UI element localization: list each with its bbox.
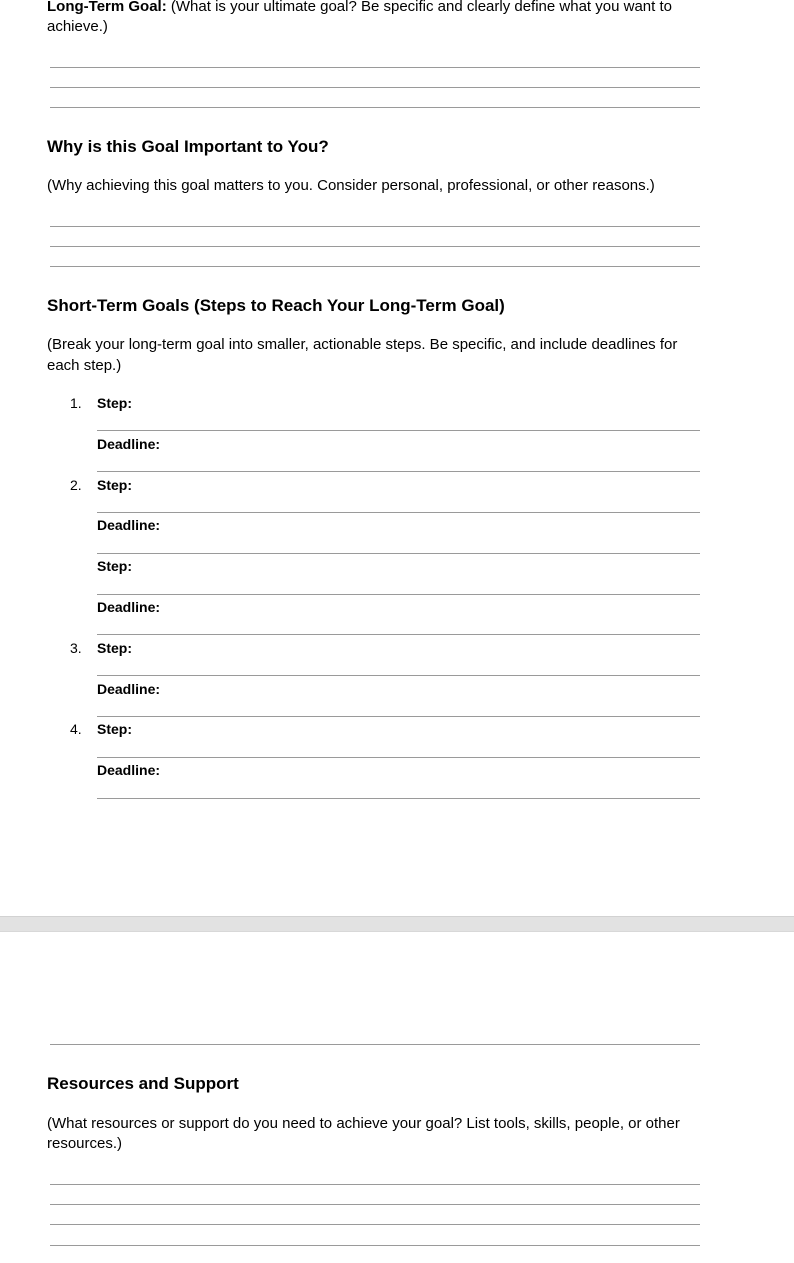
step-label: Step: <box>97 558 132 574</box>
step-number: 4. <box>70 721 82 737</box>
step-number: 3. <box>70 640 82 656</box>
deadline-answer-line[interactable] <box>97 471 700 472</box>
resources-prompt-line2: resources.) <box>47 1135 123 1152</box>
long-term-answer-line-2[interactable] <box>50 87 700 88</box>
importance-answer-line-2[interactable] <box>50 246 700 247</box>
step-label: Step: <box>97 721 132 737</box>
short-term-heading: Short-Term Goals (Steps to Reach Your Long-Term Goal) <box>47 296 505 315</box>
deadline-label: Deadline: <box>97 599 161 615</box>
step-label: Step: <box>97 477 132 493</box>
deadline-answer-line[interactable] <box>97 553 700 554</box>
resources-answer-line-1[interactable] <box>50 1184 700 1185</box>
short-term-prompt-line2: each step.) <box>47 357 122 374</box>
deadline-label: Deadline: <box>97 517 161 533</box>
step-answer-line[interactable] <box>97 594 700 595</box>
continuation-answer-line[interactable] <box>50 1044 700 1045</box>
long-term-goal-prompt-line1: (What is your ultimate goal? Be specific and clearly define what you want to <box>170 0 672 15</box>
step-answer-line[interactable] <box>97 512 700 513</box>
page-break-divider <box>0 916 794 932</box>
long-term-goal-label: Long-Term Goal: <box>47 0 167 15</box>
resources-answer-line-4[interactable] <box>50 1245 700 1246</box>
step-answer-line[interactable] <box>97 675 700 676</box>
resources-answer-line-3[interactable] <box>50 1224 700 1225</box>
long-term-answer-line-3[interactable] <box>50 107 700 108</box>
importance-heading: Why is this Goal Important to You? <box>47 137 329 156</box>
deadline-answer-line[interactable] <box>97 634 700 635</box>
long-term-goal-prompt-line2: achieve.) <box>47 18 108 35</box>
resources-prompt-line1: (What resources or support do you need to achieve your goal? List tools, skills, people, or other <box>47 1115 680 1132</box>
importance-prompt: (Why achieving this goal matters to you. Consider personal, professional, or other reasons.) <box>47 177 655 194</box>
importance-answer-line-1[interactable] <box>50 226 700 227</box>
resources-heading: Resources and Support <box>47 1074 239 1093</box>
step-label: Step: <box>97 395 132 411</box>
step-answer-line[interactable] <box>97 430 700 431</box>
step-number: 2. <box>70 477 82 493</box>
deadline-answer-line[interactable] <box>97 798 700 799</box>
deadline-label: Deadline: <box>97 762 161 778</box>
deadline-label: Deadline: <box>97 436 161 452</box>
short-term-prompt-line1: (Break your long-term goal into smaller, actionable steps. Be specific, and include deadlines for <box>47 336 678 353</box>
deadline-label: Deadline: <box>97 681 161 697</box>
step-answer-line[interactable] <box>97 757 700 758</box>
long-term-goal-prompt <box>47 0 672 17</box>
deadline-answer-line[interactable] <box>97 716 700 717</box>
resources-answer-line-2[interactable] <box>50 1204 700 1205</box>
importance-answer-line-3[interactable] <box>50 266 700 267</box>
step-number: 1. <box>70 395 82 411</box>
long-term-answer-line-1[interactable] <box>50 67 700 68</box>
step-label: Step: <box>97 640 132 656</box>
